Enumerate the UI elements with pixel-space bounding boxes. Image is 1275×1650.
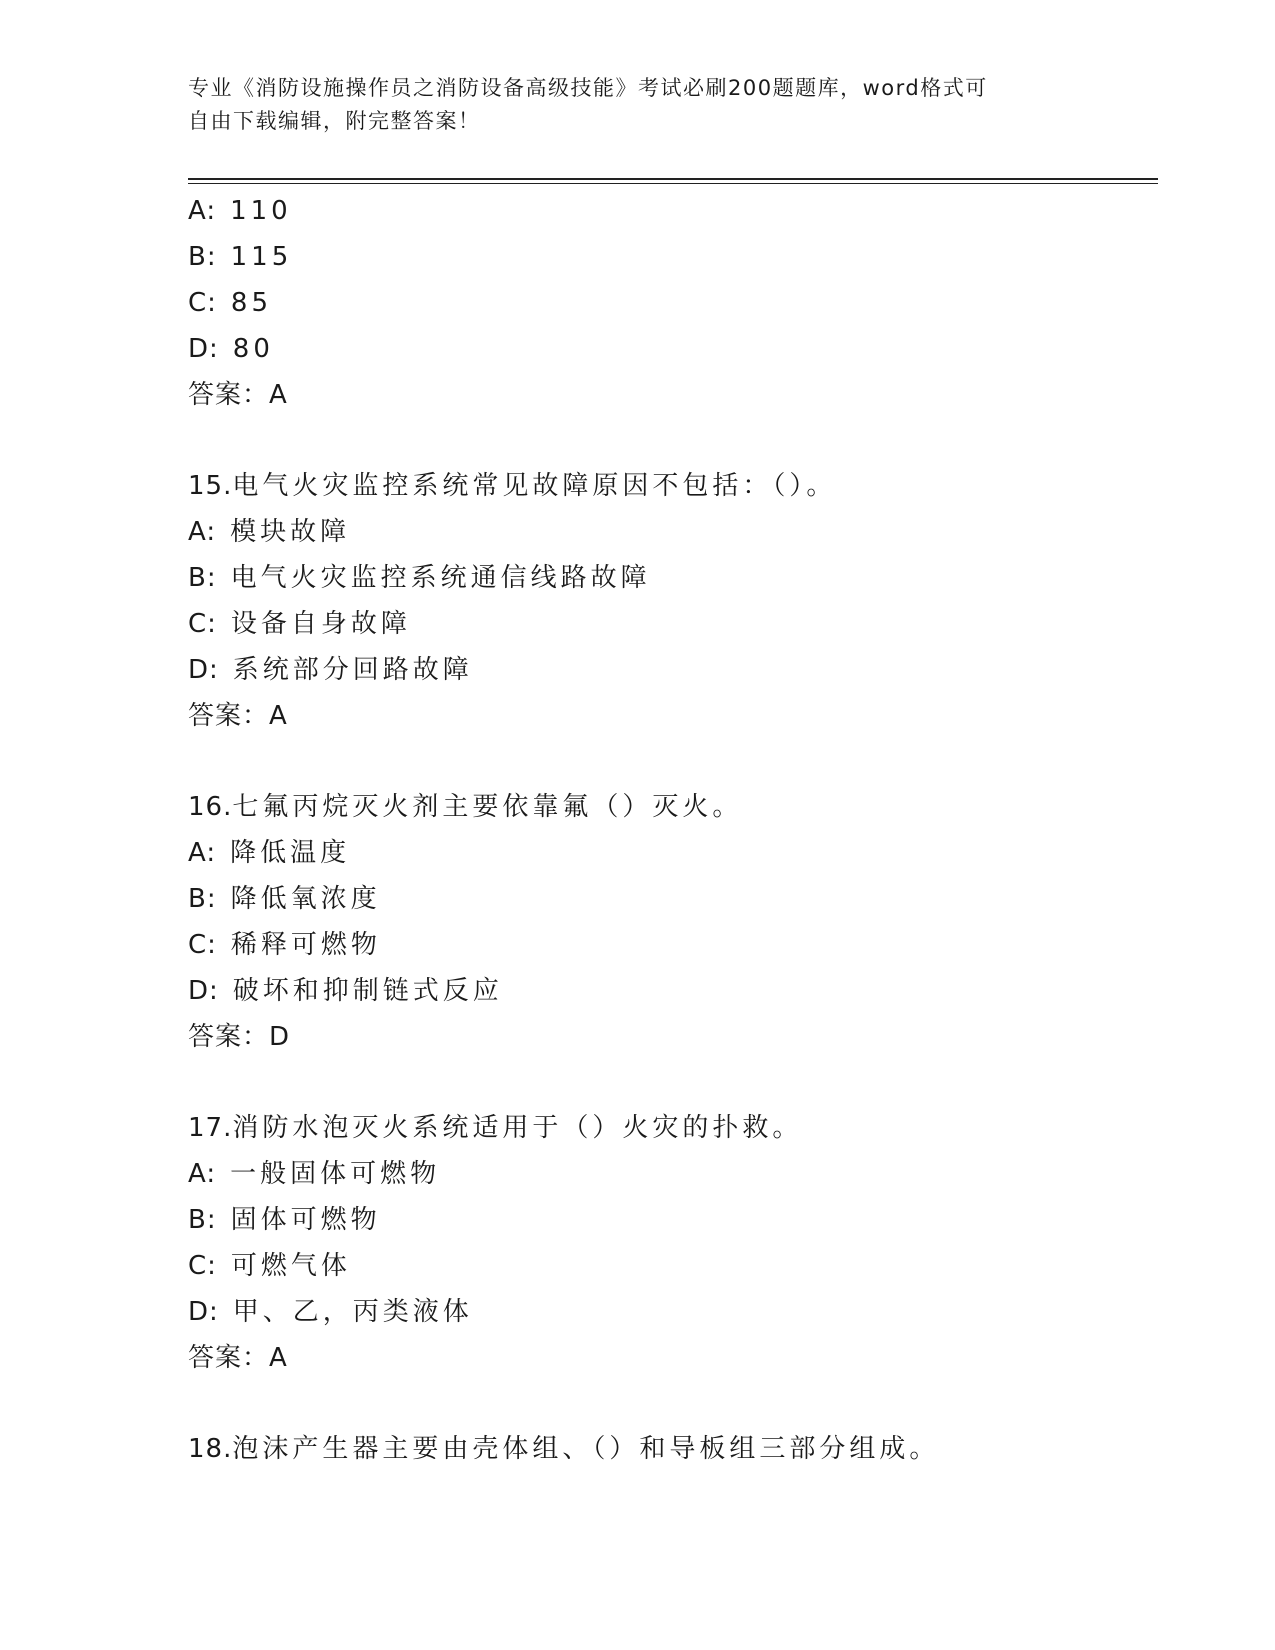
question-18 xyxy=(188,1426,1158,1472)
answer-value: A xyxy=(269,1343,288,1373)
question-16 xyxy=(188,784,1158,1060)
question-list xyxy=(188,188,1158,1472)
answer-value: A xyxy=(269,701,288,731)
option-label: A: xyxy=(188,517,217,547)
option-text: 可燃气体 xyxy=(230,1251,351,1281)
question-stem xyxy=(188,463,1158,509)
option-text: 固体可燃物 xyxy=(230,1205,381,1235)
question-17 xyxy=(188,1105,1158,1381)
option-b xyxy=(188,1197,1158,1243)
option-d xyxy=(188,647,1158,693)
question-text: 七氟丙烷灭火剂主要依靠氟（）灭火。 xyxy=(232,792,743,822)
option-a xyxy=(188,830,1158,876)
answer-value: D xyxy=(269,1022,291,1052)
option-label: C: xyxy=(188,1251,217,1281)
option-label: D: xyxy=(188,1297,219,1327)
header-title-line-1: 专业《消防设施操作员之消防设备高级技能》考试必刷200题题库，word格式可 xyxy=(188,76,988,100)
header-divider-thin xyxy=(188,183,1158,184)
question-stem xyxy=(188,1105,1158,1151)
question-text: 消防水泡灭火系统适用于（）火灾的扑救。 xyxy=(232,1113,803,1143)
option-c xyxy=(188,601,1158,647)
answer-line xyxy=(188,1335,1158,1381)
question-text: 电气火灾监控系统常见故障原因不包括：（）。 xyxy=(232,471,837,501)
option-c xyxy=(188,922,1158,968)
answer-line xyxy=(188,1014,1158,1060)
option-text: 模块故障 xyxy=(230,517,351,547)
answer-label: 答案： xyxy=(188,701,270,731)
option-b xyxy=(188,555,1158,601)
option-d xyxy=(188,968,1158,1014)
question-text: 泡沫产生器主要由壳体组、（）和导板组三部分组成。 xyxy=(232,1434,940,1464)
option-a xyxy=(188,509,1158,555)
option-label: C: xyxy=(188,609,217,639)
option-label: B: xyxy=(188,563,217,593)
question-number: 16. xyxy=(188,792,233,822)
option-text: 一般固体可燃物 xyxy=(230,1159,441,1189)
option-label: A: xyxy=(188,196,217,226)
option-text: 降低温度 xyxy=(230,838,351,868)
option-label: D: xyxy=(188,976,219,1006)
option-label: A: xyxy=(188,1159,217,1189)
option-text: 80 xyxy=(232,334,274,364)
option-text: 设备自身故障 xyxy=(230,609,411,639)
header-title-line-2: 自由下载编辑，附完整答案！ xyxy=(188,109,481,133)
option-label: B: xyxy=(188,242,217,272)
option-b xyxy=(188,234,1158,280)
option-text: 115 xyxy=(230,242,293,272)
option-label: C: xyxy=(188,930,217,960)
answer-value: A xyxy=(269,380,288,410)
option-a xyxy=(188,1151,1158,1197)
question-number: 17. xyxy=(188,1113,233,1143)
answer-label: 答案： xyxy=(188,1022,270,1052)
option-text: 稀释可燃物 xyxy=(230,930,381,960)
option-text: 110 xyxy=(230,196,292,226)
option-c xyxy=(188,1243,1158,1289)
question-stem xyxy=(188,784,1158,830)
document-header xyxy=(188,72,1068,138)
option-label: C: xyxy=(188,288,217,318)
question-stem xyxy=(188,1426,1158,1472)
option-c xyxy=(188,280,1158,326)
question-15 xyxy=(188,463,1158,739)
option-text: 系统部分回路故障 xyxy=(232,655,473,685)
answer-line xyxy=(188,693,1158,739)
option-text: 甲、乙，丙类液体 xyxy=(232,1297,473,1327)
option-text: 电气火灾监控系统通信线路故障 xyxy=(230,563,651,593)
option-label: B: xyxy=(188,884,217,914)
option-label: D: xyxy=(188,334,219,364)
option-label: B: xyxy=(188,1205,217,1235)
option-d xyxy=(188,1289,1158,1335)
answer-label: 答案： xyxy=(188,1343,270,1373)
answer-line xyxy=(188,372,1158,418)
option-a xyxy=(188,188,1158,234)
option-text: 降低氧浓度 xyxy=(230,884,381,914)
answer-label: 答案： xyxy=(188,380,270,410)
question-number: 18. xyxy=(188,1434,233,1464)
option-d xyxy=(188,326,1158,372)
option-text: 破坏和抑制链式反应 xyxy=(232,976,503,1006)
question-14-continued xyxy=(188,188,1158,418)
header-divider-thick xyxy=(188,178,1158,180)
option-b xyxy=(188,876,1158,922)
option-label: A: xyxy=(188,838,217,868)
option-text: 85 xyxy=(230,288,273,318)
question-number: 15. xyxy=(188,471,233,501)
option-label: D: xyxy=(188,655,219,685)
